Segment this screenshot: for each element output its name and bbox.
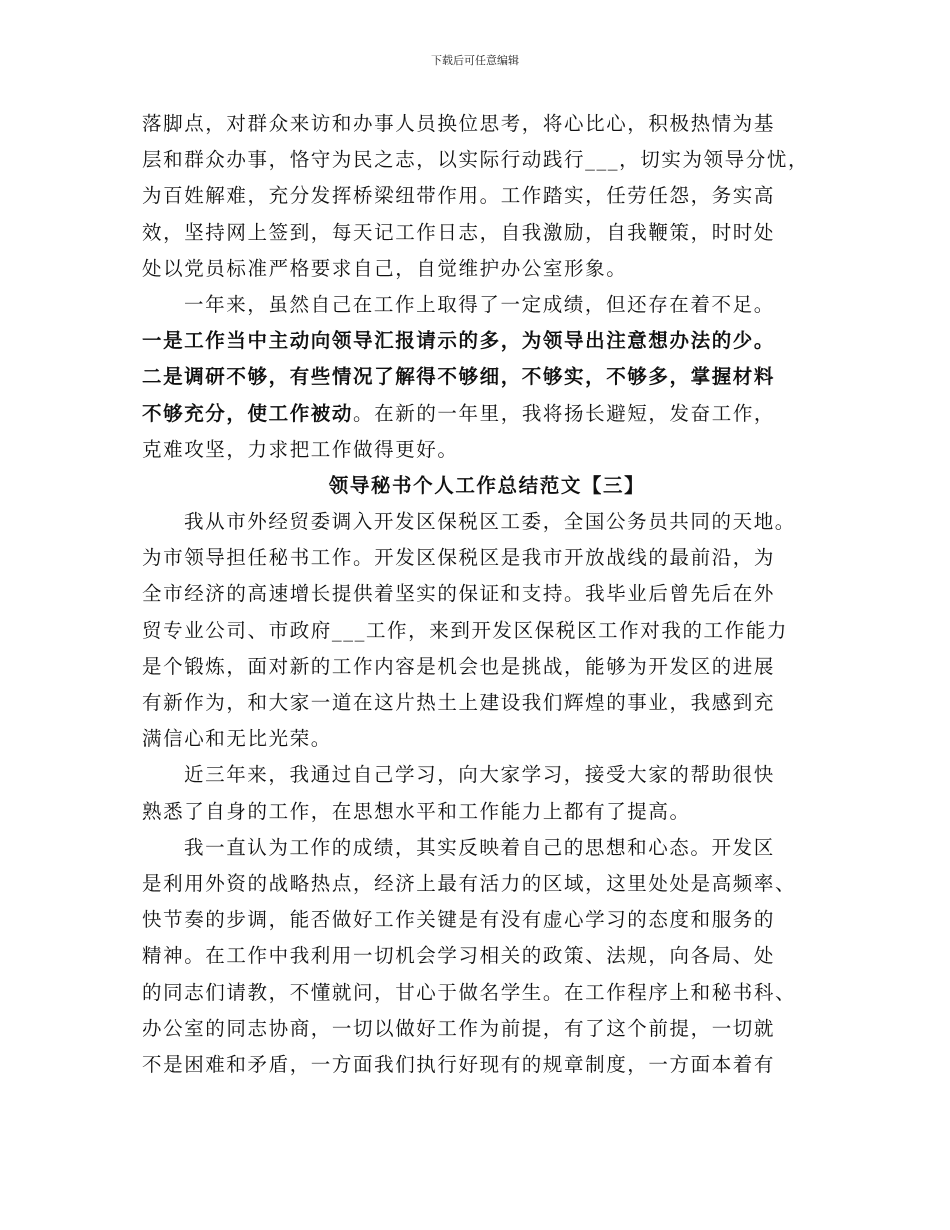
text-line: 全市经济的高速增长提供着坚实的保证和支持。我毕业后曾先后在外 [142, 582, 776, 606]
text-line: 为百姓解难，充分发挥桥梁纽带作用。工作踏实，任劳任怨，务实高 [142, 184, 776, 208]
text-line: 一年来，虽然自己在工作上取得了一定成绩，但还存在着不足。 [184, 292, 775, 316]
section-heading: 领导秘书个人工作总结范文【三】 [328, 473, 646, 497]
mixed-text-line [142, 396, 832, 432]
text-line: 效，坚持网上签到，每天记工作日志，自我激励，自我鞭策，时时处 [142, 220, 776, 244]
text-line: 精神。在工作中我利用一切机会学习相关的政策、法规，向各局、处 [142, 944, 776, 968]
text-line: 落脚点，对群众来访和办事人员换位思考，将心比心，积极热情为基 [142, 112, 776, 135]
text-line: 层和群众办事，恪守为民之志，以实际行动践行___，切实为领导分忧， [142, 148, 810, 172]
text-line: 贸专业公司、市政府___工作，来到开发区保税区工作对我的工作能力 [142, 618, 788, 642]
text-line: 我从市外经贸委调入开发区保税区工委，全国公务员共同的天地。 [184, 510, 796, 534]
text-line: 我一直认为工作的成绩，其实反映着自己的思想和心态。开发区 [184, 835, 775, 859]
text-line: 的同志们请教，不懂就问，甘心于做名学生。在工作程序上和秘书科、 [142, 980, 797, 1004]
text-line: 满信心和无比光荣。 [142, 727, 332, 751]
text-line: 近三年来，我通过自己学习，向大家学习，接受大家的帮助很快 [184, 763, 775, 787]
bold-text-line: 二是调研不够，有些情况了解得不够细，不够实，不够多，掌握材料 [142, 365, 776, 389]
text-line: 是个锻炼，面对新的工作内容是机会也是挑战，能够为开发区的进展 [142, 654, 776, 678]
text-line: 不是困难和矛盾，一方面我们执行好现有的规章制度，一方面本着有 [142, 1052, 776, 1076]
text-line: 克难攻坚，力求把工作做得更好。 [142, 437, 459, 461]
text-line: 有新作为，和大家一道在这片热土上建设我们辉煌的事业，我感到充 [142, 691, 776, 714]
page-header: 下载后可任意编辑 [431, 54, 519, 67]
text-line: 熟悉了自身的工作，在思想水平和工作能力上都有了提高。 [142, 799, 691, 823]
text-line: 为市领导担任秘书工作。开发区保税区是我市开放战线的最前沿，为 [142, 546, 776, 570]
bold-text-run: 不够充分，使工作被动 [142, 401, 354, 425]
text-line: 快节奏的步调，能否做好工作关键是有没有虚心学习的态度和服务的 [142, 908, 776, 932]
text-line: 处以党员标准严格要求自己，自觉维护办公室形象。 [142, 256, 628, 280]
text-line: 是利用外资的战略热点，经济上最有活力的区域，这里处处是高频率、 [142, 871, 797, 895]
text-run: 。在新的一年里，我将扬长避短，发奋工作， [353, 401, 776, 425]
text-line: 办公室的同志协商，一切以做好工作为前提，有了这个前提，一切就 [142, 1016, 776, 1040]
document-body [142, 106, 832, 1083]
bold-text-line: 一是工作当中主动向领导汇报请示的多，为领导出注意想办法的少。 [142, 329, 776, 353]
